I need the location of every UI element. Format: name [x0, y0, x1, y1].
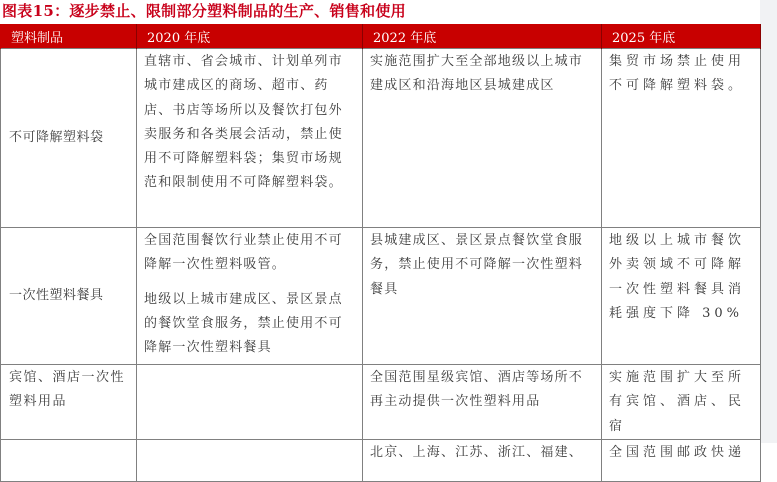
policy-text: 直辖市、省会城市、计划单列市城市建成区的商场、超市、药店、书店等场所以及餐饮打包外卖服务和各类展会活动，禁止使用不可降解塑料袋；集贸市场规范和限制使用不可降解塑料袋。	[144, 54, 343, 191]
cell-2020	[137, 439, 363, 481]
policy-text: 实施范围扩大至所有宾馆、酒店、民宿	[609, 370, 746, 434]
cell-2022	[363, 228, 602, 365]
policy-text: 全国范围餐饮行业禁止使用不可降解一次性塑料吸管。	[144, 233, 343, 273]
figure-title: 图表15：逐步禁止、限制部分塑料制品的生产、销售和使用	[2, 2, 406, 20]
table-header-row	[1, 24, 761, 49]
header-2020: 2020 年底	[137, 24, 363, 49]
plastic-policy-table	[0, 24, 761, 482]
header-plastic-product: 塑料制品	[1, 24, 137, 49]
cell-2020	[137, 365, 363, 440]
cell-2022	[363, 365, 602, 440]
header-2022: 2022 年底	[363, 24, 602, 49]
table-row	[1, 228, 761, 365]
page-margin-strip	[760, 0, 777, 443]
policy-text: 地级以上城市餐饮外卖领域不可降解一次性塑料餐具消耗强度下降 30%	[609, 233, 746, 321]
cell-2022	[363, 49, 602, 228]
table-row	[1, 365, 761, 440]
policy-text: 北京、上海、江苏、浙江、福建、	[370, 444, 584, 460]
policy-text: 实施范围扩大至全部地级以上城市建成区和沿海地区县城建成区	[370, 54, 584, 94]
policy-text: 县城建成区、景区景点餐饮堂食服务，禁止使用不可降解一次性塑料餐具	[370, 233, 584, 297]
policy-text: 全国范围星级宾馆、酒店等场所不再主动提供一次性塑料用品	[370, 370, 584, 410]
policy-text: 集贸市场禁止使用不可降解塑料袋。	[609, 54, 746, 94]
cell-2022	[363, 439, 602, 481]
policy-text: 地级以上城市建成区、景区景点的餐饮堂食服务，禁止使用不可降解一次性塑料餐具	[144, 291, 343, 356]
cell-2025	[602, 365, 761, 440]
cell-2025	[602, 228, 761, 365]
category-cell: 不可降解塑料袋	[1, 49, 137, 228]
category-cell	[1, 439, 137, 481]
cell-2020	[137, 49, 363, 228]
cell-2020	[137, 228, 363, 365]
table-row	[1, 439, 761, 481]
table-row	[1, 49, 761, 228]
cell-2025	[602, 439, 761, 481]
category-cell: 一次性塑料餐具	[1, 228, 137, 365]
policy-text: 全国范围邮政快递	[609, 444, 746, 460]
header-2025: 2025 年底	[602, 24, 761, 49]
cell-2025	[602, 49, 761, 228]
category-cell: 宾馆、酒店一次性塑料用品	[1, 365, 137, 440]
